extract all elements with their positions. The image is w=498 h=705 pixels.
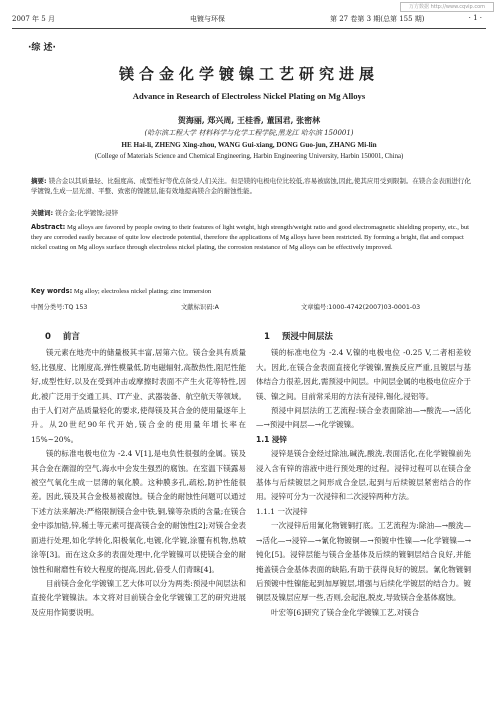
keywords-chinese: [31, 208, 471, 218]
header-date: 2007 年 5 月: [12, 15, 55, 23]
keywords-en-label: Key words:: [31, 287, 73, 295]
abstract-en-text: Mg alloys are favored by people owing to their features of light weight, high strength/weight ratio and good electromagnetic shielding property, etc., but they are corroded easily because of quite low electrode potential, therefore the applications of Mg alloys have been restricted. By forming a bright, flat and compact nickel coating on Mg alloys surface through electroless nickel plating, the corrosion resistance of Mg alloys can be effectively improved.: [31, 224, 470, 252]
paragraph: 预浸中间层法的工艺流程:镁合金表面除油—→酸洗—→活化—→预浸中间层—→化学镀镍。: [256, 406, 471, 430]
section-heading-intro: 0 前言: [45, 332, 80, 342]
title-chinese: 镁合金化学镀镍工艺研究进展: [118, 65, 379, 83]
paragraph: 镁的标准电位为 -2.4 V,镍的电极电位 -0.25 V,二者相差较大。因此,在镁合金表面直接化学镀镍,置换反应严重,且镀层与基体结合力很差,因此,需预浸中间层。中间层金属的电极电位应介于镁、镍之间。目前常采用的方法有浸锌,锡化,浸铝等。: [256, 348, 471, 401]
abstract-cn-text: 镁合金以其质量轻、比强度高、成型性好等优点备受人们关注。但是镁的电极电位比较低,容易被腐蚀,因此,使其应用受到限制。在镁合金表面进行化学镀镍,生成一层光滑、平整、致密的镍镀层,能有效地提高镁合金的耐蚀性能。: [31, 177, 471, 196]
watermark-stamp: 万方数据 http://www.cqvip.com: [400, 2, 494, 12]
header-rule: [12, 28, 486, 29]
keywords-en-text: Mg alloy; electroless nickel plating; zinc immersion: [73, 288, 212, 295]
paragraph: 镁元素在地壳中的储量极其丰富,居第六位。镁合金具有质量轻,比强度、比刚度高,弹性模量低,防电磁辐射,高散热性,阻尼性能好,成型性好,以及在受到冲击或摩擦时表面不产生火花等特性,因此,被广泛用于交通工具、IT产业、武器装备、航空航天等领域。由于人们对产品质量轻化的要求,使得镁及其合金的使用量逐年上升。从20世纪90年代开始,镁合金的使用量年增长率在15%~20%。: [31, 348, 246, 444]
abstract-en-label: Abstract:: [31, 223, 66, 231]
paragraph: 镁的标准电极电位为 -2.4 V[1],是电负性很强的金属。镁及其合金在潮湿的空气,海水中会发生强烈的腐蚀。在室温下镁露易被空气氧化生成一层薄的氧化膜。这种膜多孔,疏松,防护性能很差。因此,镁及其合金极易被腐蚀。镁合金的耐蚀性问题可以通过下述方法来解决:严格限制镁合金中铁,铜,镍等杂质的含量;在镁合金中添加锆,锌,稀土等元素可提高镁合金的耐蚀性[2];对镁合金表面进行处理,如化学转化,阳极氧化,电镀,化学镀,涂覆有机物,热喷涂等[3]。而在这众多的表面处理中,化学镀镍可以使镁合金的耐蚀性和耐磨性有较大程度的提高,因此,倍受人们青睐[4]。: [31, 449, 246, 574]
authors-english: HE Hai-li, ZHENG Xing-zhou, WANG Gui-xiang, DONG Guo-jun, ZHANG Mi-lin: [121, 141, 377, 149]
authors-chinese: 贺海丽, 郑兴周, 王桂香, 董国君, 张密林: [177, 115, 321, 125]
paragraph: 目前镁合金化学镀镍工艺大体可以分为两类:预浸中间层法和直接化学镀镍法。本文将对目前镁合金化学镀镍工艺的研究进展及应用作简要说明。: [31, 578, 246, 617]
keywords-english: [31, 286, 471, 297]
right-column: [256, 330, 471, 620]
subsection-heading-zinc: 1.1 浸锌: [256, 434, 287, 444]
paragraph: 叶宏等[6]研究了镁合金化学镀镍工艺,对镁合: [271, 607, 420, 617]
header-page: · 1 ·: [468, 14, 482, 22]
abstract-cn-label: 摘要:: [31, 177, 47, 185]
section-heading-preimmersion: 1 预浸中间层法: [264, 332, 333, 342]
paragraph: 一次浸锌后用氰化物镀铜打底。工艺流程为:除油—→酸洗—→活化—→浸锌—→氰化物镀铜—→预镀中性镍—→化学镀镍—→钝化[5]。浸锌层能与镁合金基体及后续的镀铜层结合良好,并能掩盖镁合金基体表面的缺陷,有助于获得良好的镀层。氰化物镀铜后预镀中性镍能起到加厚镀层,增强与后续化学镀层的结合力。镀铜层及镍层应厚一些,否则,会起泡,脱皮,导致镁合金基体腐蚀。: [256, 521, 471, 603]
keywords-cn-label: 关键词:: [31, 209, 54, 217]
clc-number: 中图分类号:TQ 153: [31, 304, 88, 311]
left-column: [31, 330, 246, 620]
paragraph: 浸锌是镁合金经过除油,碱洗,酸洗,表面活化,在化学镀镍前先浸入含有锌的溶液中进行预处理的过程。浸锌过程可以在镁合金基体与后续镀层之间形成合金层,起到与后续镀层紧密结合的作用。浸锌可分为一次浸锌和二次浸锌两种方法。: [256, 449, 471, 502]
running-header: [12, 12, 486, 26]
header-volume: 第 27 卷第 3 期(总第 155 期): [330, 15, 425, 23]
affiliation-english: (College of Materials Science and Chemical Engineering, Harbin Engineering University, Harbin 150001, China): [94, 153, 404, 160]
abstract-chinese: [31, 176, 471, 196]
affiliation-chinese: (哈尔滨工程大学 材料科学与化学工程学院,黑龙江 哈尔滨 150001): [144, 129, 354, 137]
section-tag: ·综 述·: [28, 43, 56, 53]
abstract-english: [31, 222, 471, 254]
article-number: 文章编号:1000-4742(2007)03-0001-03: [301, 304, 421, 311]
keywords-cn-text: 镁合金;化学镀镍;浸锌: [55, 209, 119, 217]
title-english: Advance in Research of Electroless Nickel Plating on Mg Alloys: [132, 91, 366, 101]
header-journal: 电镀与环保: [190, 15, 225, 23]
subsubsection-heading-single-zinc: 1.1.1 一次浸锌: [256, 506, 308, 516]
document-code: 文献标识码:A: [181, 304, 219, 311]
